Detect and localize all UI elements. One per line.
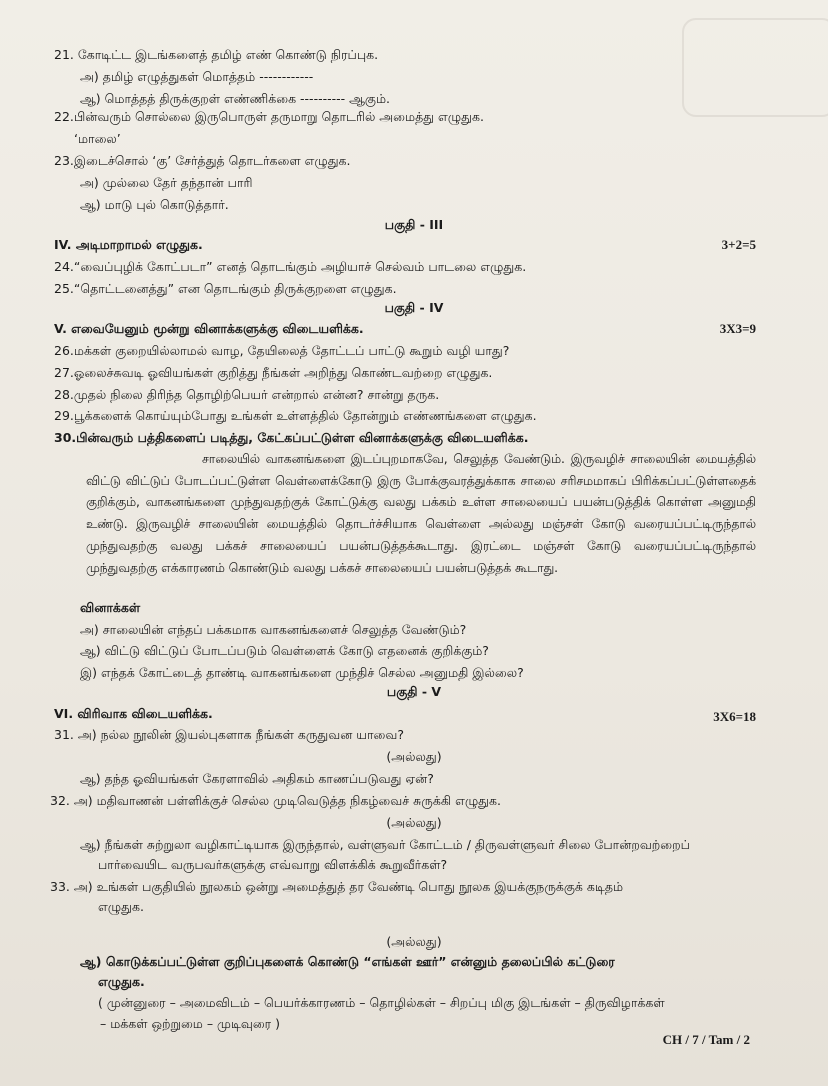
q32-or: (அல்லது): [386, 815, 442, 830]
q33-hints-line2: – மக்கள் ஒற்றுமை – முடிவுரை ): [100, 1016, 280, 1031]
q22-word: ‘மாலை’: [74, 131, 121, 146]
part5-heading: VI. விரிவாக விடையளிக்க.: [54, 706, 213, 721]
q30-sub-c: இ) எந்தக் கோட்டைத் தாண்டி வாகனங்களை முந்திச் செல்ல அனுமதி இல்லை?: [80, 665, 524, 680]
q33-or: (அல்லது): [386, 934, 442, 949]
q31-or: (அல்லது): [386, 749, 442, 764]
q30-sub-a: அ) சாலையின் எந்தப் பக்கமாக வாகனங்களைச் செலுத்த வேண்டும்?: [80, 622, 467, 637]
q33-option-b-line2: எழுதுக.: [98, 974, 145, 989]
q31-option-a: 31. அ) நல்ல நூலின் இயல்புகளாக நீங்கள் கருதுவன யாவை?: [54, 727, 404, 742]
q30-question: 30.பின்வரும் பத்திகளைப் படித்து, கேட்கப்பட்டுள்ள வினாக்களுக்கு விடையளிக்க.: [54, 430, 529, 445]
q32-option-b-line2: பார்வையிட வருபவர்களுக்கு எவ்வாறு விளக்கிக் கூறுவீர்கள்?: [98, 857, 448, 872]
part5-title: பகுதி - V: [386, 684, 442, 699]
part3-heading: IV. அடிமாறாமல் எழுதுக.: [54, 237, 203, 252]
q21-option-a: அ) தமிழ் எழுத்துகள் மொத்தம் ------------: [80, 69, 314, 84]
part4-title: பகுதி - IV: [384, 300, 444, 315]
q23-option-a: அ) முல்லை தேர் தந்தான் பாரி: [80, 175, 253, 190]
q33-option-a-line1: 33. அ) உங்கள் பகுதியில் நூலகம் ஒன்று அமைத்துத் தர வேண்டி பொது நூலக இயக்குநருக்குக் கடிதம்: [50, 879, 624, 894]
q33-option-b-line1: ஆ) கொடுக்கப்பட்டுள்ள குறிப்புகளைக் கொண்டு “எங்கள் ஊர்” என்னும் தலைப்பில் கட்டுரை: [80, 954, 615, 969]
q31-option-b: ஆ) தந்த ஓவியங்கள் கேரளாவில் அதிகம் காணப்படுவது ஏன்?: [80, 771, 434, 786]
page-code-footer: CH / 7 / Tam / 2: [662, 1032, 750, 1047]
q28-question: 28.முதல் நிலை திரிந்த தொழிற்பெயர் என்றால் என்ன? சான்று தருக.: [54, 387, 440, 402]
part4-heading: V. எவையேனும் மூன்று வினாக்களுக்கு விடையளிக்க.: [54, 321, 364, 336]
q27-question: 27.ஓலைச்சுவடி ஓவியங்கள் குறித்து நீங்கள் அறிந்து கொண்டவற்றை எழுதுக.: [54, 365, 493, 380]
q25-question: 25.“தொட்டனைத்து” என தொடங்கும் திருக்குறளை எழுதுக.: [54, 281, 397, 296]
q33-option-a-line2: எழுதுக.: [98, 899, 144, 914]
part3-title: பகுதி - III: [384, 217, 444, 232]
q23-option-b: ஆ) மாடு புல் கொடுத்தார்.: [80, 197, 229, 212]
q30-passage: சாலையில் வாகனங்களை இடப்புறமாகவே, செலுத்த வேண்டும். இருவழிச் சாலையின் மையத்தில் விட்டு விட்டுப் போடப்பட்டுள்ள வெள்ளைக்கோடு இரு போக்குவரத்துக்காக சாலை சரிசமமாகப் பிரிக்கப்பட்டுள்ளதைக் குறிக்கும், வாகனங்களை முந்துவதற்குக் கோட்டுக்கு வலது பக்கம் உள்ள சாலையைப் பயன்படுத்திக் கொள்ள அனுமதி உண்டு. இருவழிச் சாலையின் மையத்தில் தொடர்ச்சியாக வெள்ளை அல்லது மஞ்சள் கோடு வரையப்பட்டிருந்தால் முந்துவதற்கு வலது பக்கச் சாலையைப் பயன்படுத்தக்கூடாது. இரட்டை மஞ்சள் கோடு வரையப்பட்டிருந்தால் முந்துவதற்கு எக்காரணம் கொண்டும் வலது பக்கச் சாலையைப் பயன்படுத்தக் கூடாது.: [86, 452, 756, 575]
q30-questions-label: வினாக்கள்: [80, 600, 141, 615]
part5-marks: 3X6=18: [713, 709, 756, 724]
part3-marks: 3+2=5: [721, 237, 756, 252]
q21-question: 21. கோடிட்ட இடங்களைத் தமிழ் எண் கொண்டு நிரப்புக.: [54, 47, 379, 62]
q33-hints-line1: ( முன்னுரை – அமைவிடம் – பெயர்க்காரணம் – தொழில்கள் – சிறப்பு மிகு இடங்கள் – திருவிழாக்கள்: [98, 995, 665, 1010]
q22-question: 22.பின்வரும் சொல்லை இருபொருள் தருமாறு தொடரில் அமைத்து எழுதுக.: [54, 109, 484, 124]
q32-option-a: 32. அ) மதிவாணன் பள்ளிக்குச் செல்ல முடிவெடுத்த நிகழ்வைச் சுருக்கி எழுதுக.: [50, 793, 501, 808]
q29-question: 29.பூக்களைக் கொய்யும்போது உங்கள் உள்ளத்தில் தோன்றும் எண்ணங்களை எழுதுக.: [54, 408, 537, 423]
q23-question: 23.இடைச்சொல் ‘கு’ சேர்த்துத் தொடர்களை எழுதுக.: [54, 153, 351, 168]
q32-option-b-line1: ஆ) நீங்கள் சுற்றுலா வழிகாட்டியாக இருந்தால், வள்ளுவர் கோட்டம் / திருவள்ளுவர் சிலை போன்றவற்றைப்: [80, 837, 690, 852]
faded-stamp-mark: [682, 18, 828, 117]
q26-question: 26.மக்கள் குறையில்லாமல் வாழ, தேயிலைத் தோட்டப் பாட்டு கூறும் வழி யாது?: [54, 343, 510, 358]
part4-marks: 3X3=9: [719, 321, 756, 336]
q24-question: 24.“வைப்புழிக் கோட்படா” எனத் தொடங்கும் அழியாச் செல்வம் பாடலை எழுதுக.: [54, 259, 527, 274]
q30-sub-b: ஆ) விட்டு விட்டுப் போடப்படும் வெள்ளைக் கோடு எதனைக் குறிக்கும்?: [80, 643, 489, 658]
q21-option-b: ஆ) மொத்தத் திருக்குறள் எண்ணிக்கை ---------- ஆகும்.: [80, 91, 390, 106]
